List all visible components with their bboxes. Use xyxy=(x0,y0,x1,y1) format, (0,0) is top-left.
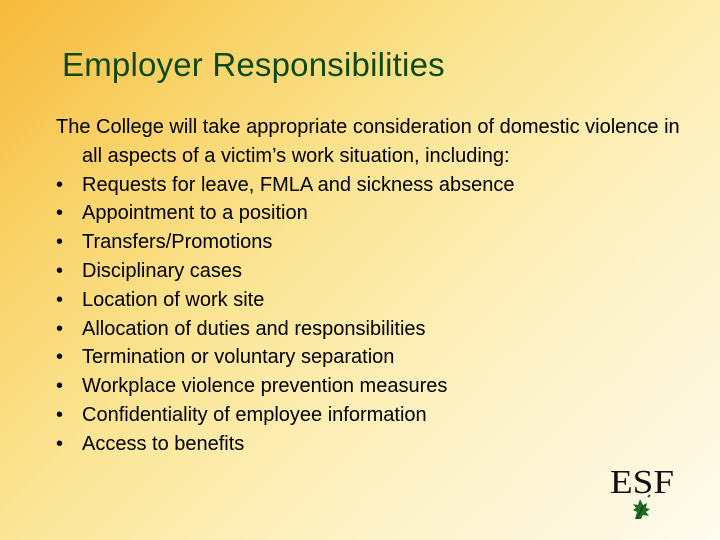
bullet-icon: • xyxy=(56,346,64,369)
list-item xyxy=(56,315,696,344)
bullet-icon: • xyxy=(56,231,64,254)
list-item-text: Disciplinary cases xyxy=(82,259,243,282)
list-item-text: Workplace violence prevention measures xyxy=(82,375,448,398)
list-item xyxy=(56,286,696,315)
bullet-icon: • xyxy=(56,173,64,196)
list-item-text: Allocation of duties and responsibilities xyxy=(82,317,426,340)
list-item-text: Requests for leave, FMLA and sickness absence xyxy=(82,173,515,196)
list-item-text: Confidentiality of employee information xyxy=(82,403,427,426)
list-item xyxy=(56,401,696,430)
bullet-icon: • xyxy=(56,259,64,282)
bullet-icon: • xyxy=(56,202,64,225)
slide-title: Employer Responsibilities xyxy=(62,46,445,83)
list-item-text: Transfers/Promotions xyxy=(82,231,273,254)
logo-text: ESF xyxy=(610,464,674,501)
responsibility-list xyxy=(56,171,696,459)
list-item xyxy=(56,171,696,200)
list-item-text: Termination or voluntary separation xyxy=(82,346,395,369)
list-item-text: Appointment to a position xyxy=(82,202,308,225)
bullet-icon: • xyxy=(56,288,64,311)
list-item xyxy=(56,257,696,286)
slide-body xyxy=(56,113,696,459)
bullet-icon: • xyxy=(56,403,64,426)
list-item-text: Location of work site xyxy=(82,288,265,311)
bullet-icon: • xyxy=(56,317,64,340)
list-item xyxy=(56,372,696,401)
bullet-icon: • xyxy=(56,375,64,398)
list-item xyxy=(56,343,696,372)
list-item xyxy=(56,199,696,228)
list-item xyxy=(56,228,696,257)
intro-paragraph: The College will take appropriate consideration of domestic violence in all aspects of a victim’s work situation, including: xyxy=(56,116,680,167)
list-item xyxy=(56,430,696,459)
list-item-text: Access to benefits xyxy=(82,432,245,455)
bullet-icon: • xyxy=(56,432,64,455)
esf-logo xyxy=(608,462,680,522)
